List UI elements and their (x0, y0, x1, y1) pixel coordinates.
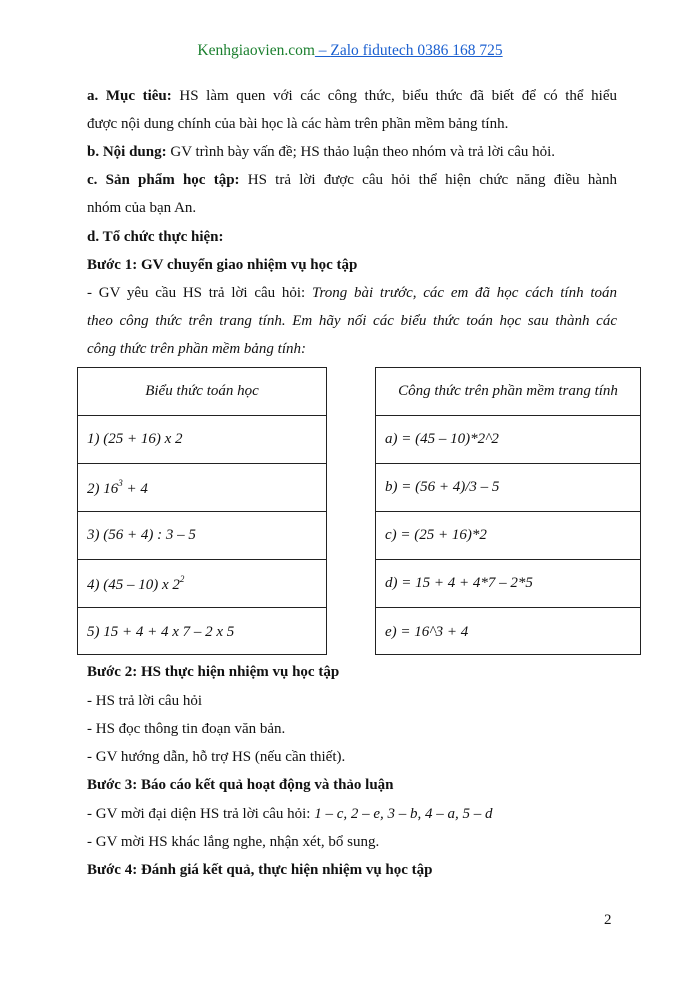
formula-e: e) = 16^3 + 4 (385, 623, 469, 640)
step4-title: Bước 4: Đánh giá kết quả, thực hiện nhiệm vụ học tập (87, 862, 433, 878)
formula-b: b) = (56 + 4)/3 – 5 (385, 479, 500, 495)
list-item: - GV mời HS khác lắng nghe, nhận xét, bổ sung. (87, 834, 380, 850)
step1-question-line-3 (87, 339, 617, 359)
table-row (78, 608, 326, 656)
step2-heading (87, 662, 617, 682)
page-number: 2 (604, 912, 612, 928)
step4-heading (87, 860, 617, 880)
math-expression-2 (87, 478, 148, 498)
list-item: - HS trả lời câu hỏi (87, 693, 202, 709)
product-text-1: HS trả lời được câu hỏi thể hiện chức năng điều hành (239, 172, 617, 188)
table-row (78, 512, 326, 560)
spreadsheet-formula-table (375, 367, 641, 655)
math-expression-5: 5) 15 + 4 + 4 x 7 – 2 x 5 (87, 623, 235, 640)
header-dash: – (314, 42, 331, 59)
table-row (376, 464, 640, 512)
table-row (78, 464, 326, 512)
product-line-1 (87, 170, 617, 190)
site-name: Kenhgiaovien.com (197, 42, 315, 59)
formula-a: a) = (45 – 10)*2^2 (385, 431, 499, 447)
product-label: c. Sản phẩm học tập: (87, 172, 240, 188)
formula-d: d) = 15 + 4 + 4*7 – 2*5 (385, 575, 533, 591)
math-expression-2-base: 2) 16 (87, 480, 119, 497)
organization-label: d. Tổ chức thực hiện: (87, 229, 224, 245)
math-expression-1: 1) (25 + 16) x 2 (87, 431, 183, 447)
step3-answer-prefix: - GV mời đại diện HS trả lời câu hỏi: (87, 806, 315, 822)
table-row (376, 416, 640, 464)
math-expression-4-exponent: 2 (179, 573, 185, 584)
objective-text-1: HS làm quen với các công thức, biểu thức đã biết để có thể hiểu (171, 88, 617, 104)
objective-line-1 (87, 86, 617, 106)
table-row (376, 512, 640, 560)
step1-question-2: theo công thức trên trang tính. Em hãy nối các biểu thức toán học sau thành các (87, 313, 617, 329)
math-expression-4-base: 4) (45 – 10) x 2 (87, 576, 180, 593)
math-table-header (78, 368, 326, 416)
step1-question-1: Trong bài trước, các em đã học cách tính toán (311, 285, 617, 301)
objective-label: a. Mục tiêu: (87, 88, 172, 104)
math-expression-2-exponent: 3 (118, 477, 123, 488)
step1-title: Bước 1: GV chuyển giao nhiệm vụ học tập (87, 257, 358, 273)
formula-table-header-text: Công thức trên phần mềm trang tính (398, 383, 618, 399)
zalo-link[interactable]: Zalo fidutech 0386 168 725 (330, 42, 503, 59)
step1-heading (87, 255, 617, 275)
objective-line-2: được nội dung chính của bài học là các hàm trên phần mềm bảng tính. (87, 116, 509, 132)
step3-heading (87, 775, 617, 795)
table-row (376, 560, 640, 608)
list-item: - HS đọc thông tin đoạn văn bản. (87, 721, 286, 737)
step3-answer-line (87, 804, 617, 824)
content-text: GV trình bày vấn đề; HS thảo luận theo nhóm và trả lời câu hỏi. (166, 144, 556, 160)
step3-title: Bước 3: Báo cáo kết quả hoạt động và thảo luận (87, 777, 394, 793)
step3-answer: 1 – c, 2 – e, 3 – b, 4 – a, 5 – d (314, 806, 493, 822)
math-expression-2-rest: + 4 (122, 480, 148, 497)
math-table-header-text: Biểu thức toán học (145, 383, 259, 399)
organization-heading (87, 227, 617, 247)
content-line (87, 142, 617, 162)
table-row (376, 608, 640, 656)
math-expression-table (77, 367, 327, 655)
page-header (0, 42, 700, 60)
formula-c: c) = (25 + 16)*2 (385, 527, 487, 543)
step2-title: Bước 2: HS thực hiện nhiệm vụ học tập (87, 664, 340, 680)
step1-prefix: - GV yêu cầu HS trả lời câu hỏi: (87, 285, 312, 301)
table-row (78, 416, 326, 464)
content-label: b. Nội dung: (87, 144, 167, 160)
math-expression-4 (87, 574, 184, 594)
table-row (78, 560, 326, 608)
step1-question-line-2 (87, 311, 617, 331)
product-line-2: nhóm của bạn An. (87, 200, 197, 216)
formula-table-header (376, 368, 640, 416)
step1-question-line-1 (87, 283, 617, 303)
list-item: - GV hướng dẫn, hỗ trợ HS (nếu cần thiết). (87, 749, 346, 765)
math-expression-3: 3) (56 + 4) : 3 – 5 (87, 527, 196, 543)
step1-question-3: công thức trên phần mềm bảng tính: (87, 341, 306, 357)
